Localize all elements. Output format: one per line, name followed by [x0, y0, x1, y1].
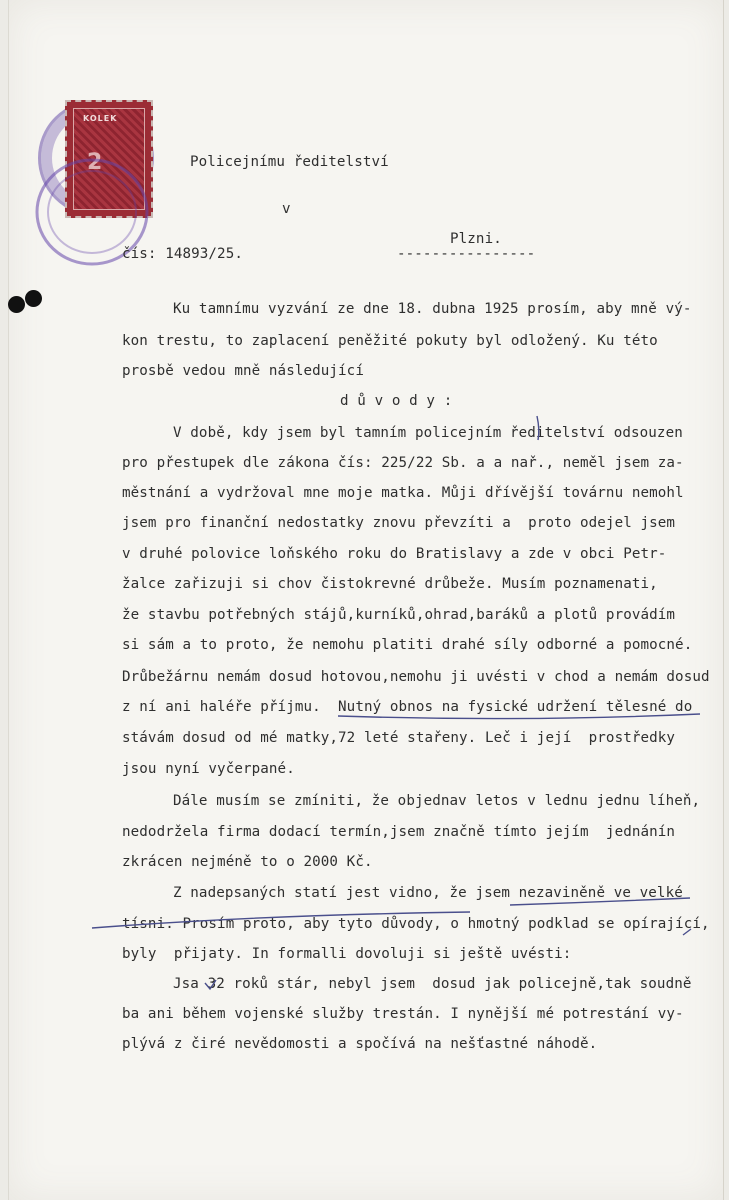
letter-line: pro přestupek dle zákona čís: 225/22 Sb. a a nař., neměl jsem za- — [122, 455, 684, 471]
letter-line: si sám a to proto, že nemohu platiti drahé síly odborné a pomocné. — [122, 637, 693, 653]
letter-line: Drůbežárnu nemám dosud hotovou,nemohu ji uvésti v chod a nemám dosud — [122, 669, 710, 685]
revenue-stamp-value: 2 — [87, 150, 103, 175]
revenue-stamp-label: KOLEK — [83, 114, 118, 123]
letter-line: v druhé polovice loňského roku do Bratislavy a zde v obci Petr- — [122, 546, 667, 562]
letter-line: zkrácen nejméně to o 2000 Kč. — [122, 854, 373, 870]
letter-line: žalce zařizuji si chov čistokrevné drůbeže. Musím poznamenati, — [122, 576, 658, 592]
letter-line: jsou nyní vyčerpané. — [122, 761, 295, 777]
letter-line: prosbě vedou mně následující — [122, 363, 364, 379]
letter-line: Ku tamnímu vyzvání ze dne 18. dubna 1925 prosím, aby mně vý- — [173, 301, 692, 317]
letter-line: stávám dosud od mé matky,72 leté stařeny. Leč i její prostředky — [122, 730, 676, 746]
letter-line: byly přijaty. In formalli dovoluji si ještě uvésti: — [122, 946, 572, 962]
letter-line: ba ani během vojenské služby trestán. I nynější mé potrestání vy- — [122, 1006, 684, 1022]
letter-line: z ní ani haléře příjmu. Nutný obnos na fysické udržení tělesné do — [122, 699, 693, 715]
reference-number: čís: 14893/25. — [122, 246, 243, 262]
letter-line: V době, kdy jsem byl tamním policejním ředitelství odsouzen — [173, 425, 683, 441]
letter-line: nedodržela firma dodací termín,jsem značně tímto jejím jednánín — [122, 824, 676, 840]
letter-line: Dále musím se zmíniti, že objednav letos v lednu jednu líheň, — [173, 793, 701, 809]
letter-line: d ů v o d y : — [340, 393, 453, 409]
letter-line: Jsa 32 roků stár, nebyl jsem dosud jak policejně,tak soudně — [173, 976, 692, 992]
city-name: Plzni. — [450, 231, 502, 247]
letter-line: kon trestu, to zaplacení peněžité pokuty byl odložený. Ku této — [122, 333, 658, 349]
letter-line: tísni. Prosím proto, aby tyto důvody, o hmotný podklad se opírající, — [122, 916, 710, 932]
letter-line: jsem pro finanční nedostatky znovu převzíti a proto odejel jsem — [122, 515, 676, 531]
city-underline: ---------------- — [397, 246, 536, 262]
letter-line: městnání a vydržoval mne moje matka. Můji dřívější továrnu nemohl — [122, 485, 684, 501]
letter-line: Z nadepsaných statí jest vidno, že jsem nezaviněně ve velké — [173, 885, 683, 901]
letter-line: že stavbu potřebných stájů,kurníků,ohrad,baráků a plotů provádím — [122, 607, 676, 623]
letter-line: plývá z čiré nevědomosti a spočívá na nešťastné náhodě. — [122, 1036, 598, 1052]
addressee: Policejnímu ředitelství — [190, 154, 389, 170]
preposition-v: v — [282, 201, 291, 217]
